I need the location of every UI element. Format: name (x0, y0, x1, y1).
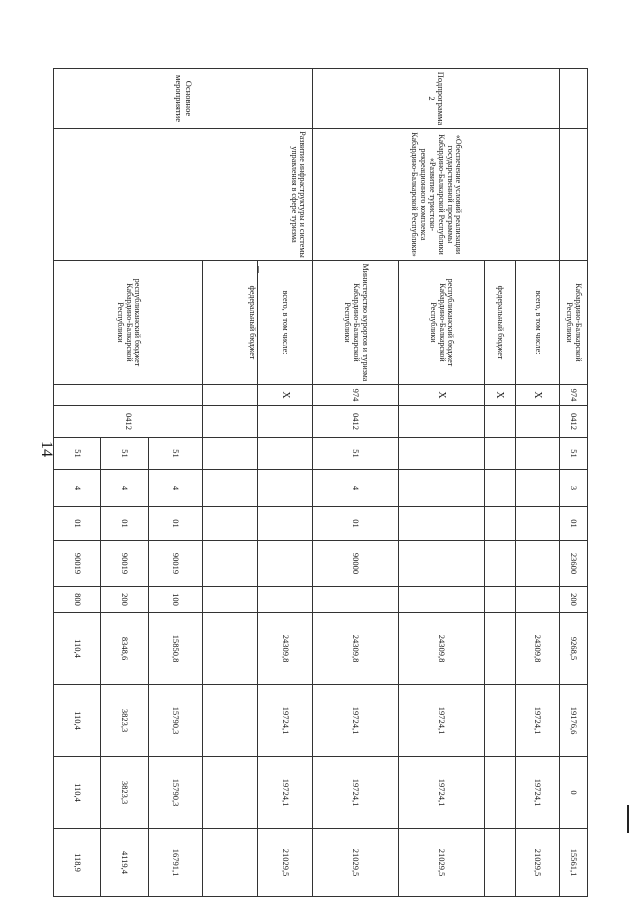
cell-grbs: Х (398, 385, 484, 406)
cell-executor: федеральный бюджет (203, 261, 257, 385)
cell-year-2: 19724,1 (313, 685, 398, 757)
cell-subprogram: 4 (313, 470, 398, 507)
cell-year-3: 110,4 (54, 757, 101, 829)
cell-program (203, 438, 257, 470)
cell-grbs: Х (485, 385, 516, 406)
cell-event: 01 (54, 507, 101, 541)
cell-year-1: 110,4 (54, 613, 101, 685)
table-row (257, 69, 313, 897)
cell-direction: 90019 (54, 541, 101, 587)
cell-grbs (203, 385, 257, 406)
cell-subprogram (203, 470, 257, 507)
cell-executor: республиканский бюджет Кабардино-Балкарской Республики (54, 261, 203, 385)
cell-rzpr: 0412 (313, 406, 398, 438)
cell-year-4: 21029,5 (313, 829, 398, 897)
cell-year-3: 19724,1 (398, 757, 484, 829)
cell-program: 51 (559, 438, 587, 470)
cell-direction (485, 541, 516, 587)
cell-grbs: 974 (559, 385, 587, 406)
cell-direction: 90019 (148, 541, 202, 587)
scan-edge-mark (627, 805, 629, 833)
cell-year-2: 15790,3 (148, 685, 202, 757)
cell-year-1 (203, 613, 257, 685)
cell-name (559, 129, 587, 261)
cell-year-2: 110,4 (54, 685, 101, 757)
cell-year-2: 19724,1 (398, 685, 484, 757)
cell-direction (515, 541, 559, 587)
cell-year-1: 24309,8 (257, 613, 313, 685)
cell-executor: федеральный бюджет (485, 261, 516, 385)
cell-rzpr: 0412 (559, 406, 587, 438)
cell-year-4: 15561,1 (559, 829, 587, 897)
cell-event (515, 507, 559, 541)
cell-year-1: 9268,5 (559, 613, 587, 685)
cell-program (485, 438, 516, 470)
cell-rzpr (485, 406, 516, 438)
cell-vr: 100 (148, 587, 202, 613)
cell-vr: 200 (101, 587, 148, 613)
cell-year-3: 19724,1 (515, 757, 559, 829)
cell-direction (398, 541, 484, 587)
cell-grbs (54, 385, 203, 406)
cell-rzpr (203, 406, 257, 438)
cell-direction (203, 541, 257, 587)
cell-direction (257, 541, 313, 587)
cell-program (398, 438, 484, 470)
cell-vr (257, 587, 313, 613)
cell-vr (398, 587, 484, 613)
cell-year-2: 19724,1 (515, 685, 559, 757)
cell-event (203, 507, 257, 541)
cell-year-2: 19176,6 (559, 685, 587, 757)
cell-event: 01 (313, 507, 398, 541)
cell-year-3: 0 (559, 757, 587, 829)
budget-table (53, 68, 588, 897)
cell-program: 51 (148, 438, 202, 470)
cell-status: Подпрограмма 2 (313, 69, 559, 129)
cell-executor: Кабардино-Балкарской Республики (559, 261, 587, 385)
table-row (559, 69, 587, 897)
cell-year-1: 8348,6 (101, 613, 148, 685)
cell-executor: Министерство курортов и туризма Кабардино-Балкарской Республики (313, 261, 398, 385)
cell-year-4: 4119,4 (101, 829, 148, 897)
cell-name: Развитие инфраструктуры и системы управления в сфере туризма (54, 129, 313, 261)
page-number: 14 (38, 441, 55, 457)
cell-year-2: 19724,1 (257, 685, 313, 757)
cell-event (257, 507, 313, 541)
cell-subprogram: 4 (101, 470, 148, 507)
cell-year-4: 21029,5 (398, 829, 484, 897)
cell-year-1: 24309,8 (313, 613, 398, 685)
table-row (515, 69, 559, 897)
cell-vr: 800 (54, 587, 101, 613)
cell-year-3: 15790,3 (148, 757, 202, 829)
cell-year-3 (203, 757, 257, 829)
cell-year-1: 24309,8 (398, 613, 484, 685)
cell-year-4: 21029,5 (515, 829, 559, 897)
cell-direction: 90000 (313, 541, 398, 587)
cell-executor: всего, в том числе: (515, 261, 559, 385)
cell-subprogram (515, 470, 559, 507)
cell-year-2: 3823,3 (101, 685, 148, 757)
cell-subprogram: 4 (148, 470, 202, 507)
cell-year-4: 16791,1 (148, 829, 202, 897)
cell-year-3: 3823,3 (101, 757, 148, 829)
cell-program: 51 (101, 438, 148, 470)
cell-event: 01 (148, 507, 202, 541)
cell-direction: 23600 (559, 541, 587, 587)
cell-year-3: 19724,1 (313, 757, 398, 829)
cell-year-1: 15850,8 (148, 613, 202, 685)
cell-event: 01 (101, 507, 148, 541)
cell-year-2 (485, 685, 516, 757)
cell-vr (313, 587, 398, 613)
cell-subprogram: 4 (54, 470, 101, 507)
cell-year-4: 118,9 (54, 829, 101, 897)
cell-year-4: 21029,5 (257, 829, 313, 897)
cell-grbs: 974 (313, 385, 398, 406)
cell-rzpr (398, 406, 484, 438)
cell-year-3 (485, 757, 516, 829)
cell-program: 51 (313, 438, 398, 470)
cell-rzpr (257, 406, 313, 438)
cell-status: Основное мероприятие (54, 69, 313, 129)
cell-executor: республиканский бюджет Кабардино-Балкарской Республики (398, 261, 484, 385)
cell-event: 01 (559, 507, 587, 541)
cell-program (515, 438, 559, 470)
cell-event (485, 507, 516, 541)
cell-direction: 90019 (101, 541, 148, 587)
cell-subprogram (398, 470, 484, 507)
cell-year-2 (203, 685, 257, 757)
cell-name: «Обеспечение условий реализации государственной программы Кабардино-Балкарской Республики «Развитие туристско-рекреационного комплекса Кабардино-Балкарской Республики» (313, 129, 559, 261)
cell-executor: всего, в том числе: (257, 261, 313, 385)
cell-program (257, 438, 313, 470)
cell-subprogram (257, 470, 313, 507)
cell-vr (485, 587, 516, 613)
cell-rzpr (515, 406, 559, 438)
cell-grbs: Х (515, 385, 559, 406)
cell-year-1 (485, 613, 516, 685)
cell-rzpr: 0412 (54, 406, 203, 438)
cell-year-1: 24309,8 (515, 613, 559, 685)
cell-status (559, 69, 587, 129)
cell-year-3: 19724,1 (257, 757, 313, 829)
cell-year-4 (485, 829, 516, 897)
cell-grbs: Х (257, 385, 313, 406)
cell-subprogram (485, 470, 516, 507)
cell-program: 51 (54, 438, 101, 470)
cell-vr (515, 587, 559, 613)
cell-event (398, 507, 484, 541)
cell-year-4 (203, 829, 257, 897)
cell-subprogram: 3 (559, 470, 587, 507)
cell-vr: 200 (559, 587, 587, 613)
cell-vr (203, 587, 257, 613)
scan-speck-mark (258, 266, 259, 273)
